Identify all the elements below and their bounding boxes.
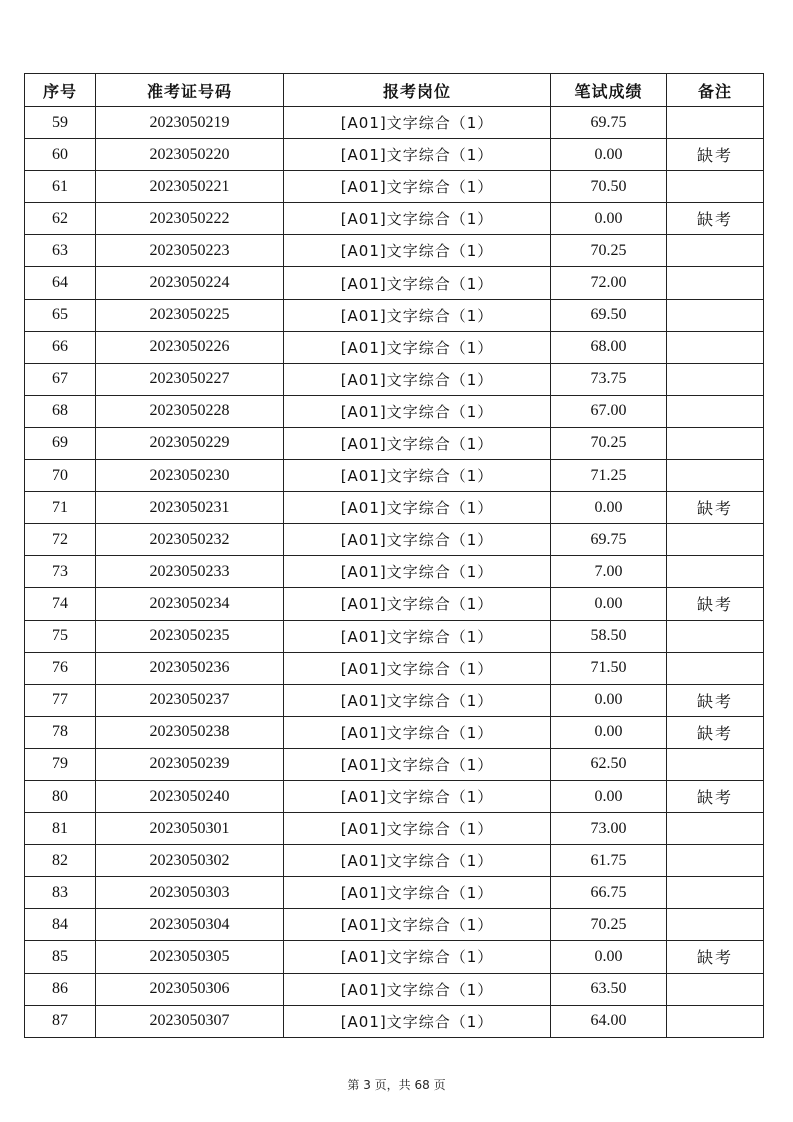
cell-ticket: 2023050301 xyxy=(96,813,284,845)
cell-note: 缺考 xyxy=(667,684,764,716)
cell-index: 60 xyxy=(25,139,96,171)
cell-index: 73 xyxy=(25,556,96,588)
cell-post: [A01]文字综合（1） xyxy=(284,460,551,492)
cell-index: 81 xyxy=(25,813,96,845)
cell-score: 0.00 xyxy=(551,588,667,620)
table-row xyxy=(25,460,764,492)
cell-post: [A01]文字综合（1） xyxy=(284,299,551,331)
table-row xyxy=(25,492,764,524)
cell-score: 0.00 xyxy=(551,716,667,748)
cell-ticket: 2023050302 xyxy=(96,845,284,877)
cell-score: 0.00 xyxy=(551,139,667,171)
cell-note xyxy=(667,171,764,203)
cell-ticket: 2023050236 xyxy=(96,652,284,684)
table-row xyxy=(25,716,764,748)
cell-index: 71 xyxy=(25,492,96,524)
cell-ticket: 2023050225 xyxy=(96,299,284,331)
cell-score: 72.00 xyxy=(551,267,667,299)
table-row xyxy=(25,909,764,941)
cell-score: 69.50 xyxy=(551,299,667,331)
cell-ticket: 2023050239 xyxy=(96,748,284,780)
cell-note xyxy=(667,909,764,941)
cell-post: [A01]文字综合（1） xyxy=(284,845,551,877)
cell-ticket: 2023050220 xyxy=(96,139,284,171)
cell-note: 缺考 xyxy=(667,492,764,524)
table-row xyxy=(25,299,764,331)
table-row xyxy=(25,395,764,427)
cell-ticket: 2023050305 xyxy=(96,941,284,973)
cell-post: [A01]文字综合（1） xyxy=(284,235,551,267)
cell-post: [A01]文字综合（1） xyxy=(284,748,551,780)
table-row xyxy=(25,556,764,588)
cell-index: 86 xyxy=(25,973,96,1005)
table-row xyxy=(25,427,764,459)
table-row xyxy=(25,203,764,235)
cell-post: [A01]文字综合（1） xyxy=(284,716,551,748)
cell-index: 68 xyxy=(25,395,96,427)
cell-score: 64.00 xyxy=(551,1005,667,1037)
table-row xyxy=(25,973,764,1005)
cell-ticket: 2023050307 xyxy=(96,1005,284,1037)
cell-note xyxy=(667,524,764,556)
cell-score: 63.50 xyxy=(551,973,667,1005)
cell-index: 67 xyxy=(25,363,96,395)
cell-ticket: 2023050306 xyxy=(96,973,284,1005)
cell-score: 70.25 xyxy=(551,909,667,941)
cell-post: [A01]文字综合（1） xyxy=(284,1005,551,1037)
cell-ticket: 2023050235 xyxy=(96,620,284,652)
cell-index: 61 xyxy=(25,171,96,203)
cell-index: 80 xyxy=(25,780,96,812)
cell-note xyxy=(667,107,764,139)
table-row xyxy=(25,588,764,620)
cell-score: 62.50 xyxy=(551,748,667,780)
cell-index: 62 xyxy=(25,203,96,235)
cell-index: 82 xyxy=(25,845,96,877)
table-body xyxy=(25,107,764,1038)
cell-post: [A01]文字综合（1） xyxy=(284,203,551,235)
table-row xyxy=(25,941,764,973)
table-row xyxy=(25,748,764,780)
header-index: 序号 xyxy=(25,74,96,107)
cell-ticket: 2023050233 xyxy=(96,556,284,588)
cell-index: 63 xyxy=(25,235,96,267)
cell-note xyxy=(667,652,764,684)
cell-note xyxy=(667,395,764,427)
cell-score: 71.50 xyxy=(551,652,667,684)
cell-index: 69 xyxy=(25,427,96,459)
cell-ticket: 2023050230 xyxy=(96,460,284,492)
cell-index: 77 xyxy=(25,684,96,716)
table-row xyxy=(25,845,764,877)
cell-note xyxy=(667,331,764,363)
cell-score: 7.00 xyxy=(551,556,667,588)
cell-post: [A01]文字综合（1） xyxy=(284,813,551,845)
cell-post: [A01]文字综合（1） xyxy=(284,556,551,588)
cell-ticket: 2023050224 xyxy=(96,267,284,299)
cell-score: 70.25 xyxy=(551,235,667,267)
header-post: 报考岗位 xyxy=(284,74,551,107)
cell-score: 61.75 xyxy=(551,845,667,877)
cell-index: 85 xyxy=(25,941,96,973)
cell-ticket: 2023050219 xyxy=(96,107,284,139)
cell-post: [A01]文字综合（1） xyxy=(284,395,551,427)
cell-score: 70.50 xyxy=(551,171,667,203)
table-row xyxy=(25,813,764,845)
page-footer: 第 3 页，共 68 页 xyxy=(347,1078,446,1092)
cell-post: [A01]文字综合（1） xyxy=(284,524,551,556)
cell-note: 缺考 xyxy=(667,780,764,812)
cell-note xyxy=(667,845,764,877)
cell-note xyxy=(667,620,764,652)
cell-ticket: 2023050222 xyxy=(96,203,284,235)
table-row xyxy=(25,1005,764,1037)
cell-note xyxy=(667,363,764,395)
cell-post: [A01]文字综合（1） xyxy=(284,492,551,524)
cell-score: 66.75 xyxy=(551,877,667,909)
cell-score: 69.75 xyxy=(551,107,667,139)
cell-post: [A01]文字综合（1） xyxy=(284,973,551,1005)
cell-note xyxy=(667,235,764,267)
cell-score: 0.00 xyxy=(551,684,667,716)
cell-ticket: 2023050232 xyxy=(96,524,284,556)
cell-post: [A01]文字综合（1） xyxy=(284,780,551,812)
cell-note xyxy=(667,427,764,459)
cell-ticket: 2023050237 xyxy=(96,684,284,716)
cell-score: 0.00 xyxy=(551,941,667,973)
table-row xyxy=(25,107,764,139)
cell-index: 84 xyxy=(25,909,96,941)
cell-score: 0.00 xyxy=(551,780,667,812)
cell-ticket: 2023050229 xyxy=(96,427,284,459)
cell-note xyxy=(667,1005,764,1037)
table-row xyxy=(25,331,764,363)
cell-ticket: 2023050238 xyxy=(96,716,284,748)
cell-note xyxy=(667,748,764,780)
cell-post: [A01]文字综合（1） xyxy=(284,363,551,395)
table-row xyxy=(25,139,764,171)
cell-index: 76 xyxy=(25,652,96,684)
cell-score: 0.00 xyxy=(551,203,667,235)
cell-score: 71.25 xyxy=(551,460,667,492)
cell-note xyxy=(667,460,764,492)
table-row xyxy=(25,524,764,556)
cell-post: [A01]文字综合（1） xyxy=(284,909,551,941)
cell-score: 0.00 xyxy=(551,492,667,524)
cell-post: [A01]文字综合（1） xyxy=(284,652,551,684)
table-row xyxy=(25,235,764,267)
cell-post: [A01]文字综合（1） xyxy=(284,139,551,171)
cell-ticket: 2023050223 xyxy=(96,235,284,267)
header-row xyxy=(25,74,764,107)
cell-score: 69.75 xyxy=(551,524,667,556)
cell-score: 67.00 xyxy=(551,395,667,427)
table-row xyxy=(25,171,764,203)
cell-note xyxy=(667,267,764,299)
header-note: 备注 xyxy=(667,74,764,107)
table-row xyxy=(25,363,764,395)
table-row xyxy=(25,267,764,299)
cell-ticket: 2023050303 xyxy=(96,877,284,909)
cell-index: 65 xyxy=(25,299,96,331)
cell-ticket: 2023050234 xyxy=(96,588,284,620)
table-row xyxy=(25,877,764,909)
cell-post: [A01]文字综合（1） xyxy=(284,588,551,620)
cell-note: 缺考 xyxy=(667,588,764,620)
cell-index: 72 xyxy=(25,524,96,556)
cell-index: 74 xyxy=(25,588,96,620)
cell-note: 缺考 xyxy=(667,716,764,748)
header-score: 笔试成绩 xyxy=(551,74,667,107)
cell-note xyxy=(667,877,764,909)
cell-score: 73.75 xyxy=(551,363,667,395)
cell-index: 59 xyxy=(25,107,96,139)
cell-note xyxy=(667,973,764,1005)
table-header xyxy=(25,74,764,107)
table-row xyxy=(25,652,764,684)
cell-note xyxy=(667,813,764,845)
cell-ticket: 2023050221 xyxy=(96,171,284,203)
cell-score: 73.00 xyxy=(551,813,667,845)
cell-ticket: 2023050226 xyxy=(96,331,284,363)
cell-post: [A01]文字综合（1） xyxy=(284,877,551,909)
cell-ticket: 2023050304 xyxy=(96,909,284,941)
cell-ticket: 2023050227 xyxy=(96,363,284,395)
cell-post: [A01]文字综合（1） xyxy=(284,107,551,139)
header-ticket: 准考证号码 xyxy=(96,74,284,107)
cell-note: 缺考 xyxy=(667,941,764,973)
cell-index: 79 xyxy=(25,748,96,780)
cell-note: 缺考 xyxy=(667,203,764,235)
cell-index: 75 xyxy=(25,620,96,652)
cell-score: 70.25 xyxy=(551,427,667,459)
cell-post: [A01]文字综合（1） xyxy=(284,941,551,973)
cell-score: 68.00 xyxy=(551,331,667,363)
cell-ticket: 2023050231 xyxy=(96,492,284,524)
score-table xyxy=(24,73,764,1038)
cell-index: 66 xyxy=(25,331,96,363)
table-row xyxy=(25,684,764,716)
cell-index: 64 xyxy=(25,267,96,299)
cell-score: 58.50 xyxy=(551,620,667,652)
cell-post: [A01]文字综合（1） xyxy=(284,684,551,716)
table-row xyxy=(25,620,764,652)
cell-index: 70 xyxy=(25,460,96,492)
cell-index: 78 xyxy=(25,716,96,748)
cell-post: [A01]文字综合（1） xyxy=(284,171,551,203)
cell-note: 缺考 xyxy=(667,139,764,171)
cell-note xyxy=(667,299,764,331)
cell-post: [A01]文字综合（1） xyxy=(284,427,551,459)
cell-ticket: 2023050240 xyxy=(96,780,284,812)
table-row xyxy=(25,780,764,812)
cell-note xyxy=(667,556,764,588)
cell-ticket: 2023050228 xyxy=(96,395,284,427)
cell-index: 83 xyxy=(25,877,96,909)
cell-index: 87 xyxy=(25,1005,96,1037)
cell-post: [A01]文字综合（1） xyxy=(284,620,551,652)
cell-post: [A01]文字综合（1） xyxy=(284,267,551,299)
cell-post: [A01]文字综合（1） xyxy=(284,331,551,363)
